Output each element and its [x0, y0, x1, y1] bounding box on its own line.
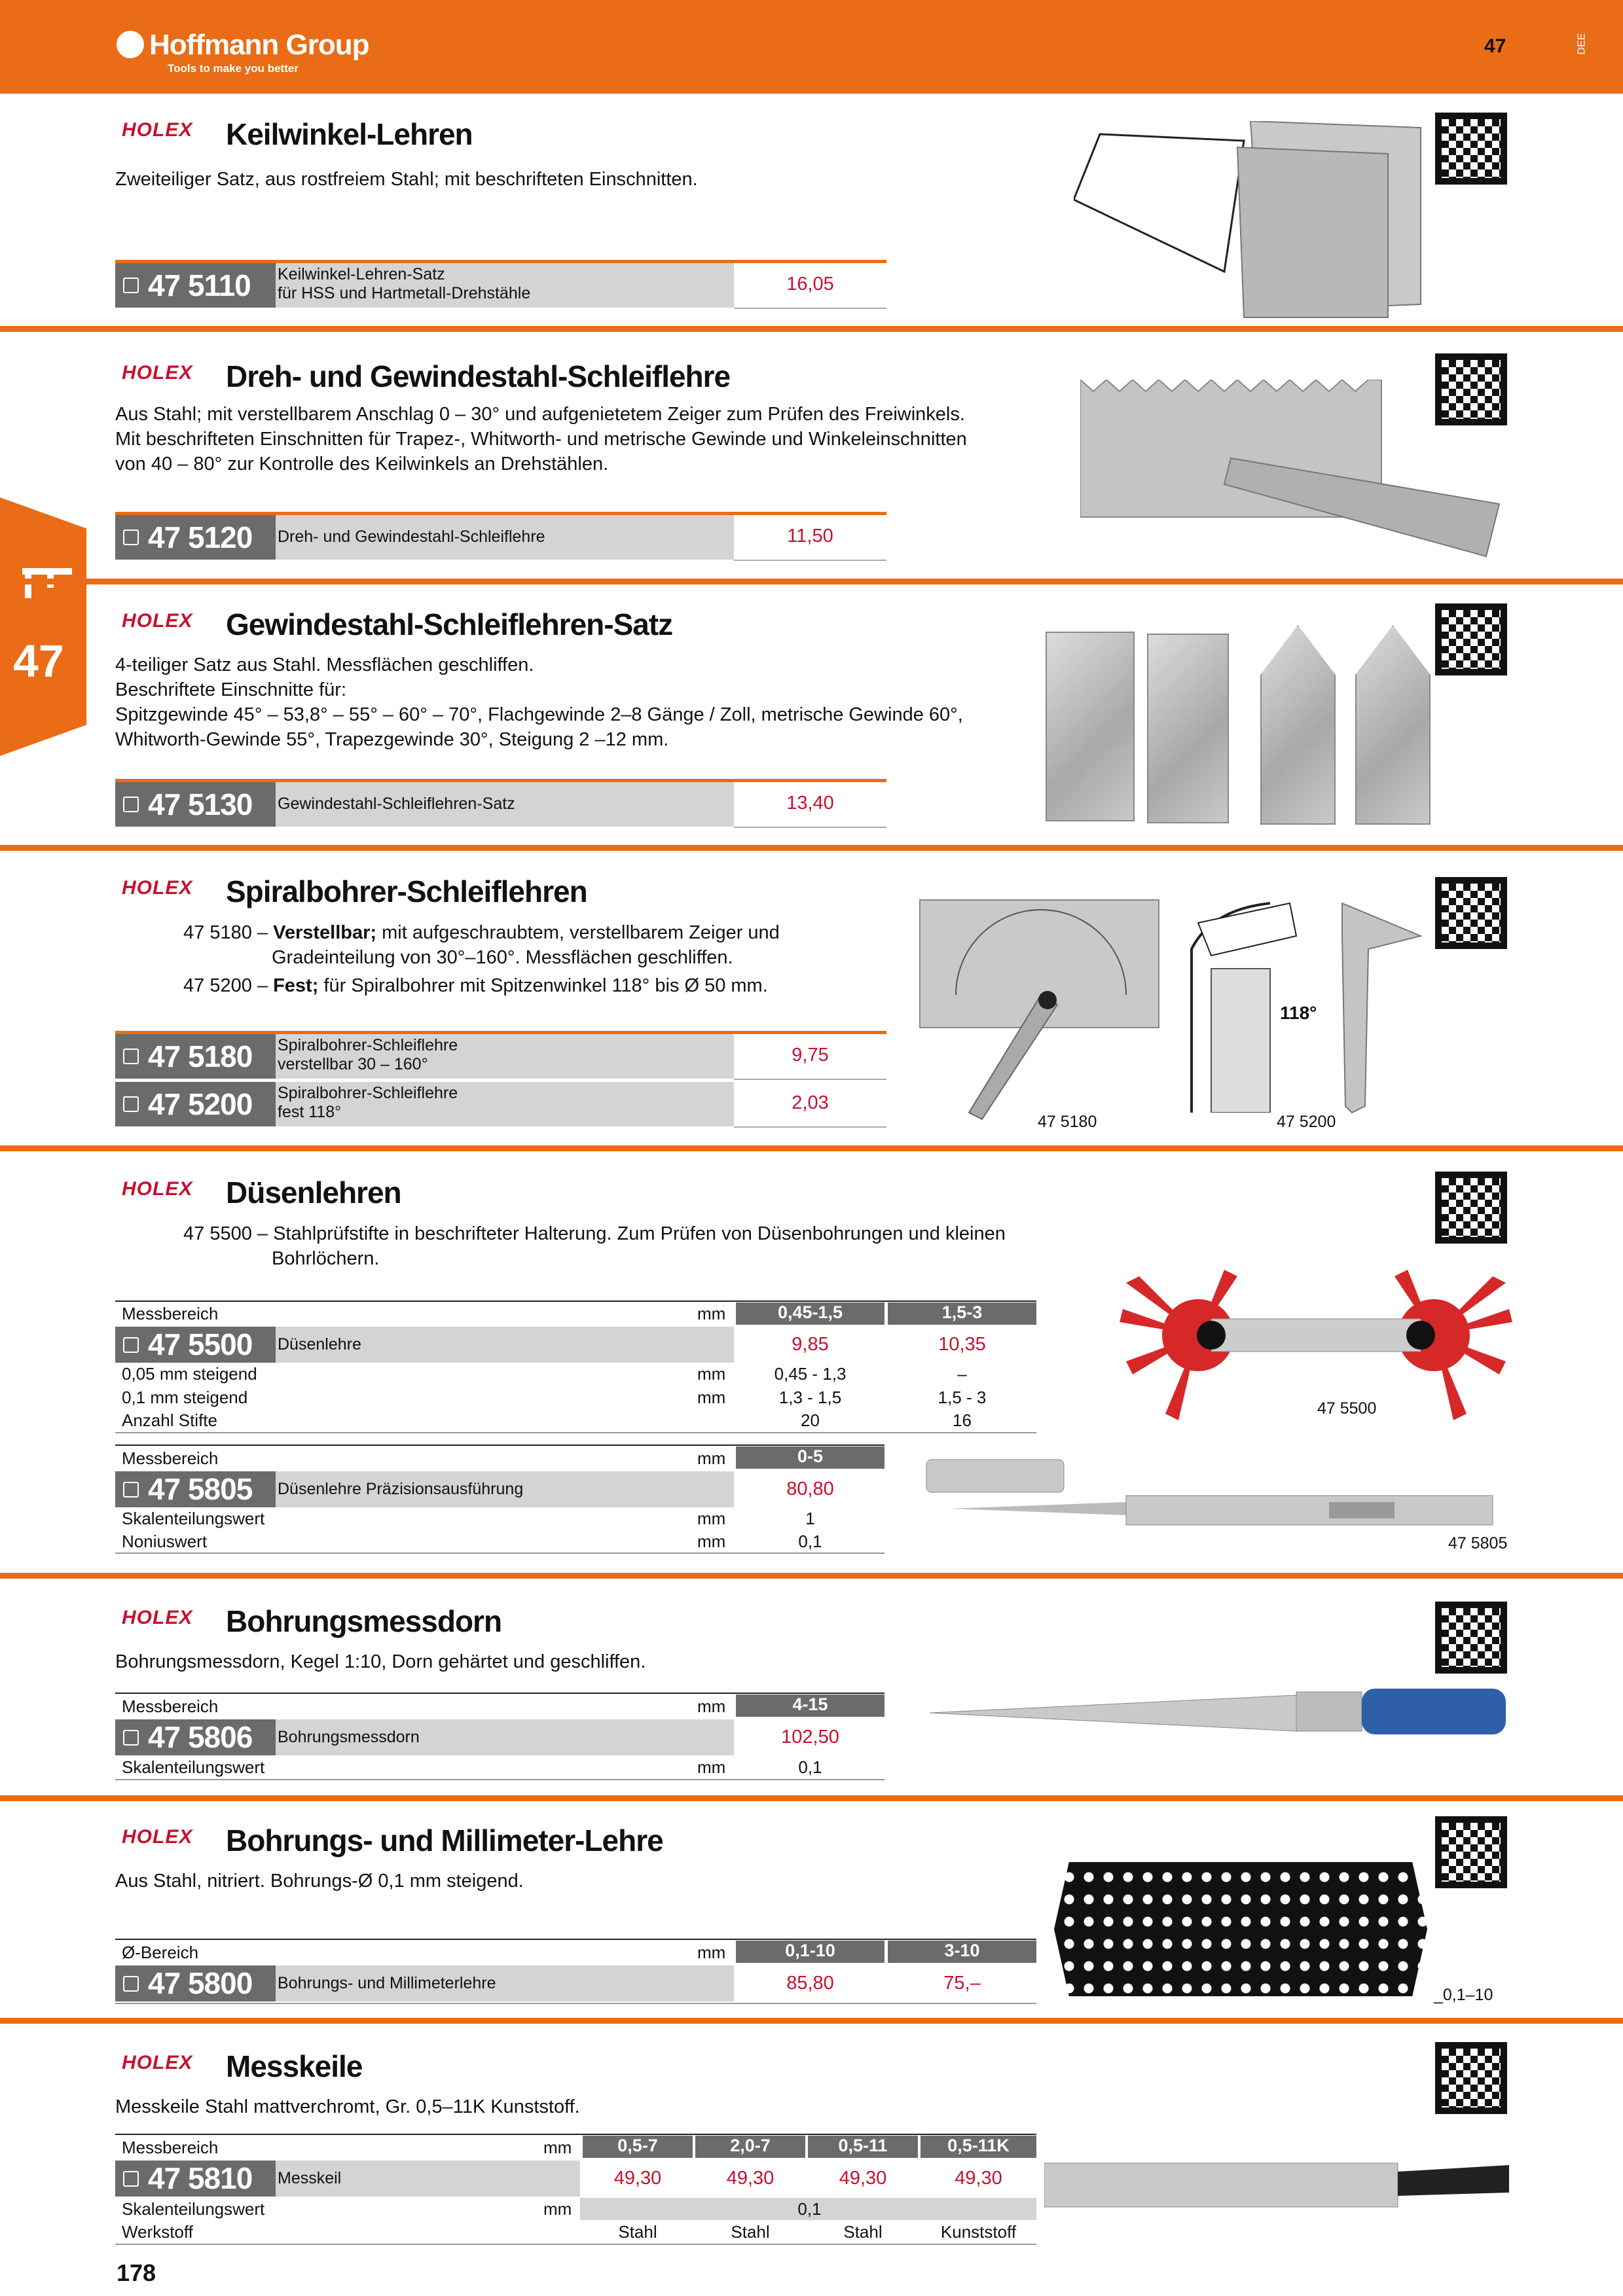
article-number: 47 5110: [115, 263, 276, 308]
holex-logo: HOLEX: [122, 610, 193, 632]
qr-code-icon[interactable]: [1435, 1172, 1507, 1244]
cart-icon: [123, 1049, 139, 1064]
cart-icon: [123, 1482, 139, 1498]
cell: Kunststoff: [940, 2222, 1017, 2242]
cell: 1,5 - 3: [938, 1388, 987, 1407]
table-line: [115, 1779, 884, 1780]
column-header: 0,5-7: [583, 2136, 693, 2158]
precision-nozzle-gauge-illustration: [923, 1453, 1512, 1538]
unit: mm: [697, 1388, 726, 1407]
section-separator: [0, 1145, 1623, 1151]
section-separator: [0, 1573, 1623, 1579]
price-underline: [734, 1079, 886, 1080]
price-underline: [734, 1126, 886, 1128]
column-header: 0,5-11: [808, 2136, 918, 2158]
section-separator: [0, 326, 1623, 332]
brand-name: Hoffmann Group: [149, 29, 369, 61]
qr-code-icon[interactable]: [1435, 353, 1507, 425]
page-number: 178: [117, 2259, 156, 2286]
nozzle-gauge-illustration: [1120, 1270, 1512, 1427]
table-row-label: 0,05 mm steigend: [122, 1364, 257, 1384]
table-row-label: Skalenteilungswert: [122, 1757, 265, 1777]
column-header: 4-15: [736, 1695, 884, 1717]
table-row-label: Skalenteilungswert: [122, 2199, 265, 2219]
language-code: DEE: [1576, 33, 1588, 55]
table-line: [115, 2244, 1036, 2245]
cart-icon: [123, 1976, 139, 1992]
section-title: Dreh- und Gewindestahl-Schleiflehre: [226, 359, 731, 393]
cell: Stahl: [731, 2222, 770, 2242]
variant-line-1b: Gradeinteilung von 30°–160°. Messflächen geschliffen.: [272, 947, 733, 968]
side-chapter-number: 47: [13, 636, 64, 687]
cart-icon: [123, 797, 139, 812]
section-description: Messkeile Stahl mattverchromt, Gr. 0,5–11K Kunststoff.: [115, 2096, 580, 2117]
table-row-label: 0,1 mm steigend: [122, 1388, 248, 1407]
hole-gauge-plate-illustration: [1054, 1862, 1427, 1996]
adjustable-drill-gauge-illustration: [917, 897, 1165, 1126]
section-title: Gewindestahl-Schleiflehren-Satz: [226, 607, 673, 641]
price: 10,35: [938, 1334, 986, 1355]
table-line: [115, 1432, 1036, 1433]
article-number: 47 5120: [115, 515, 276, 560]
section-title: Messkeile: [226, 2049, 363, 2083]
article-number: 47 5200: [115, 1082, 276, 1126]
section-title: Bohrungs- und Millimeter-Lehre: [226, 1823, 663, 1857]
price-underline: [734, 560, 886, 561]
hoffmann-logo: [117, 29, 369, 62]
holex-logo: HOLEX: [122, 1178, 193, 1200]
article-number: 47 5500: [115, 1327, 276, 1363]
image-caption: 47 5180: [1038, 1113, 1097, 1131]
unit: mm: [543, 2138, 572, 2157]
table-line: [115, 1693, 884, 1694]
qr-code-icon[interactable]: [1435, 113, 1507, 185]
price-underline: [734, 308, 886, 309]
section-description: 4-teiliger Satz aus Stahl. Messflächen geschliffen. Beschriftete Einschnitte für: Spitzgewinde 45° – 53,8° – 55° – 60° – 70°, Flachgewinde 2–8 Gänge / Zoll, metrische Gewinde 60°, Whitworth-Gewinde 55°, Trapezgewinde 30°, Steigung 2 –12 mm.: [115, 655, 963, 750]
cell: 16: [953, 1410, 972, 1430]
unit: mm: [697, 1364, 726, 1384]
cell: Stahl: [843, 2222, 883, 2242]
column-header: 0,1-10: [736, 1941, 884, 1963]
cart-icon: [123, 1096, 139, 1112]
section-title: Düsenlehren: [226, 1175, 401, 1210]
cell: 0,1: [798, 1532, 822, 1551]
price: 49,30: [726, 2168, 775, 2189]
table-line: [115, 2134, 1036, 2135]
wedge-gauge-illustration: [1074, 121, 1440, 324]
image-caption: _0,1–10: [1434, 1986, 1493, 2004]
qr-code-icon[interactable]: [1435, 877, 1507, 949]
fixed-drill-gauge-illustration: [1336, 897, 1427, 1119]
table-row-label: Noniuswert: [122, 1532, 208, 1551]
cart-icon: [123, 1730, 139, 1746]
table-line: [115, 1552, 884, 1554]
qr-code-icon[interactable]: [1435, 1816, 1507, 1888]
section-title: Keilwinkel-Lehren: [226, 117, 473, 151]
article-number: 47 5810: [115, 2161, 276, 2197]
table-row-label: Skalenteilungswert: [122, 1509, 265, 1528]
unit: mm: [697, 1696, 726, 1716]
cart-icon: [123, 2171, 139, 2187]
table-header-label: Messbereich: [122, 1696, 219, 1716]
unit: mm: [697, 1757, 726, 1777]
product-description: Spiralbohrer-Schleiflehre fest 118°: [278, 1084, 458, 1121]
article-number: 47 5130: [115, 782, 276, 827]
section-description: Aus Stahl, nitriert. Bohrungs-Ø 0,1 mm steigend.: [115, 1871, 524, 1892]
column-header: 0,45-1,5: [736, 1302, 884, 1325]
column-header: 3-10: [888, 1941, 1036, 1963]
article-number: 47 5800: [115, 1965, 276, 2001]
holex-logo: HOLEX: [122, 362, 193, 384]
table-row-label: Anzahl Stifte: [122, 1410, 217, 1430]
table-header-label: Messbereich: [122, 2138, 219, 2157]
cell: 0,1: [798, 1757, 822, 1777]
unit: mm: [697, 1448, 726, 1468]
price: 49,30: [839, 2168, 887, 2189]
cell: –: [957, 1364, 967, 1384]
section-description: Zweiteiliger Satz, aus rostfreiem Stahl; mit beschrifteten Einschnitten.: [115, 169, 698, 190]
image-caption: 47 5805: [1448, 1534, 1508, 1552]
cart-icon: [123, 278, 139, 293]
logo-mark-icon: [117, 31, 144, 58]
product-description: Messkeil: [278, 2169, 342, 2187]
table-line: [115, 2003, 1036, 2004]
unit: mm: [697, 1532, 726, 1551]
variant-line-1: 47 5500 – Stahlprüfstifte in beschrifteter Halterung. Zum Prüfen von Düsenbohrungen und kleinen: [183, 1223, 1006, 1244]
holex-logo: HOLEX: [122, 877, 193, 899]
section-title: Spiralbohrer-Schleiflehren: [226, 874, 587, 908]
price: 11,50: [787, 526, 833, 547]
product-description: Keilwinkel-Lehren-Satz für HSS und Hartmetall-Drehstähle: [278, 265, 531, 302]
price: 80,80: [786, 1479, 834, 1499]
table-line: [115, 1444, 884, 1446]
unit: mm: [697, 1509, 726, 1528]
thread-gauge-1: [1046, 632, 1135, 821]
price: 2,03: [792, 1092, 829, 1113]
column-header: 0,5-11K: [921, 2136, 1036, 2158]
price: 9,85: [792, 1334, 829, 1355]
product-description: Bohrungs- und Millimeterlehre: [278, 1974, 496, 1992]
bore-gauge-illustration: [930, 1685, 1512, 1738]
variant-line-1b: Bohrlöchern.: [272, 1248, 380, 1269]
cart-icon: [123, 1337, 139, 1353]
section-separator: [0, 579, 1623, 584]
table-line: [115, 1939, 1036, 1940]
tagline: Tools to make you better: [168, 62, 299, 75]
holex-logo: HOLEX: [122, 119, 193, 141]
section-separator: [0, 1795, 1623, 1801]
column-header: 1,5-3: [888, 1302, 1036, 1325]
image-caption: 47 5500: [1317, 1399, 1377, 1418]
measuring-wedge-illustration: [1044, 2160, 1509, 2209]
article-number: 47 5806: [115, 1719, 276, 1755]
table-row-label: Werkstoff: [122, 2222, 193, 2242]
price: 75,–: [943, 1973, 981, 1994]
price-underline: [734, 827, 886, 828]
price: 49,30: [613, 2168, 662, 2189]
article-number: 47 5805: [115, 1471, 276, 1507]
qr-code-icon[interactable]: [1435, 1602, 1507, 1674]
chapter-side-tab: [0, 497, 86, 756]
section-description: Aus Stahl; mit verstellbarem Anschlag 0 – 30° und aufgenietetem Zeiger zum Prüfen des Freiwinkels. Mit beschrifteten Einschnitten für Trapez-, Whitworth- und metrische Gewinde und Winkeleinschnitten von 40 – 80° zur Kontrolle des Keilwinkels an Drehstählen.: [115, 404, 967, 475]
unit: mm: [697, 1943, 726, 1962]
column-header: 2,0-7: [695, 2136, 805, 2158]
product-description: Düsenlehre: [278, 1335, 361, 1354]
section-separator: [0, 845, 1623, 851]
cell: 0,1: [797, 2199, 822, 2219]
price: 49,30: [955, 2168, 1002, 2189]
holex-logo: HOLEX: [122, 2052, 193, 2073]
chapter-number: 47: [1484, 35, 1506, 57]
price: 102,50: [781, 1727, 839, 1748]
thread-gauge-2: [1147, 634, 1229, 823]
price: 13,40: [786, 793, 834, 814]
product-description: Düsenlehre Präzisionsausführung: [278, 1480, 524, 1498]
cell: 20: [801, 1410, 820, 1430]
price: 9,75: [792, 1045, 829, 1066]
section-separator: [0, 2018, 1623, 2024]
table-header-label: Messbereich: [122, 1304, 219, 1323]
unit: mm: [543, 2199, 572, 2219]
cell: 1,3 - 1,5: [778, 1388, 842, 1407]
product-description: Spiralbohrer-Schleiflehre verstellbar 30 – 160°: [278, 1036, 458, 1073]
cell: 1: [805, 1509, 815, 1528]
unit: mm: [697, 1304, 726, 1323]
table-header-label: Messbereich: [122, 1448, 219, 1468]
thread-gauge-4: [1355, 625, 1431, 825]
cart-icon: [123, 529, 139, 545]
holex-logo: HOLEX: [122, 1607, 193, 1628]
price: 85,80: [786, 1973, 834, 1994]
section-title: Bohrungsmessdorn: [226, 1604, 502, 1638]
image-caption: 47 5200: [1277, 1113, 1336, 1131]
variant-line-2: 47 5200 – Fest; für Spiralbohrer mit Spitzenwinkel 118° bis Ø 50 mm.: [183, 975, 768, 996]
thread-gauge-3: [1260, 625, 1336, 825]
article-number: 47 5180: [115, 1034, 276, 1079]
product-description: Bohrungsmessdorn: [278, 1728, 420, 1746]
table-line: [115, 1300, 1036, 1302]
angle-label: 118°: [1280, 1003, 1317, 1023]
qr-code-icon[interactable]: [1435, 603, 1507, 675]
qr-code-icon[interactable]: [1435, 2042, 1507, 2114]
cell: 0,45 - 1,3: [774, 1364, 847, 1384]
price: 16,05: [786, 274, 834, 295]
product-description: Dreh- und Gewindestahl-Schleiflehre: [278, 528, 545, 546]
section-description: Bohrungsmessdorn, Kegel 1:10, Dorn gehärtet und geschliffen.: [115, 1651, 646, 1672]
table-header-label: Ø-Bereich: [122, 1943, 199, 1962]
variant-line-1: 47 5180 – Verstellbar; mit aufgeschraubtem, verstellbarem Zeiger und: [183, 922, 780, 943]
column-header: 0-5: [736, 1446, 884, 1469]
holex-logo: HOLEX: [122, 1826, 193, 1848]
product-description: Gewindestahl-Schleiflehren-Satz: [278, 795, 515, 813]
cell: Stahl: [618, 2222, 657, 2242]
